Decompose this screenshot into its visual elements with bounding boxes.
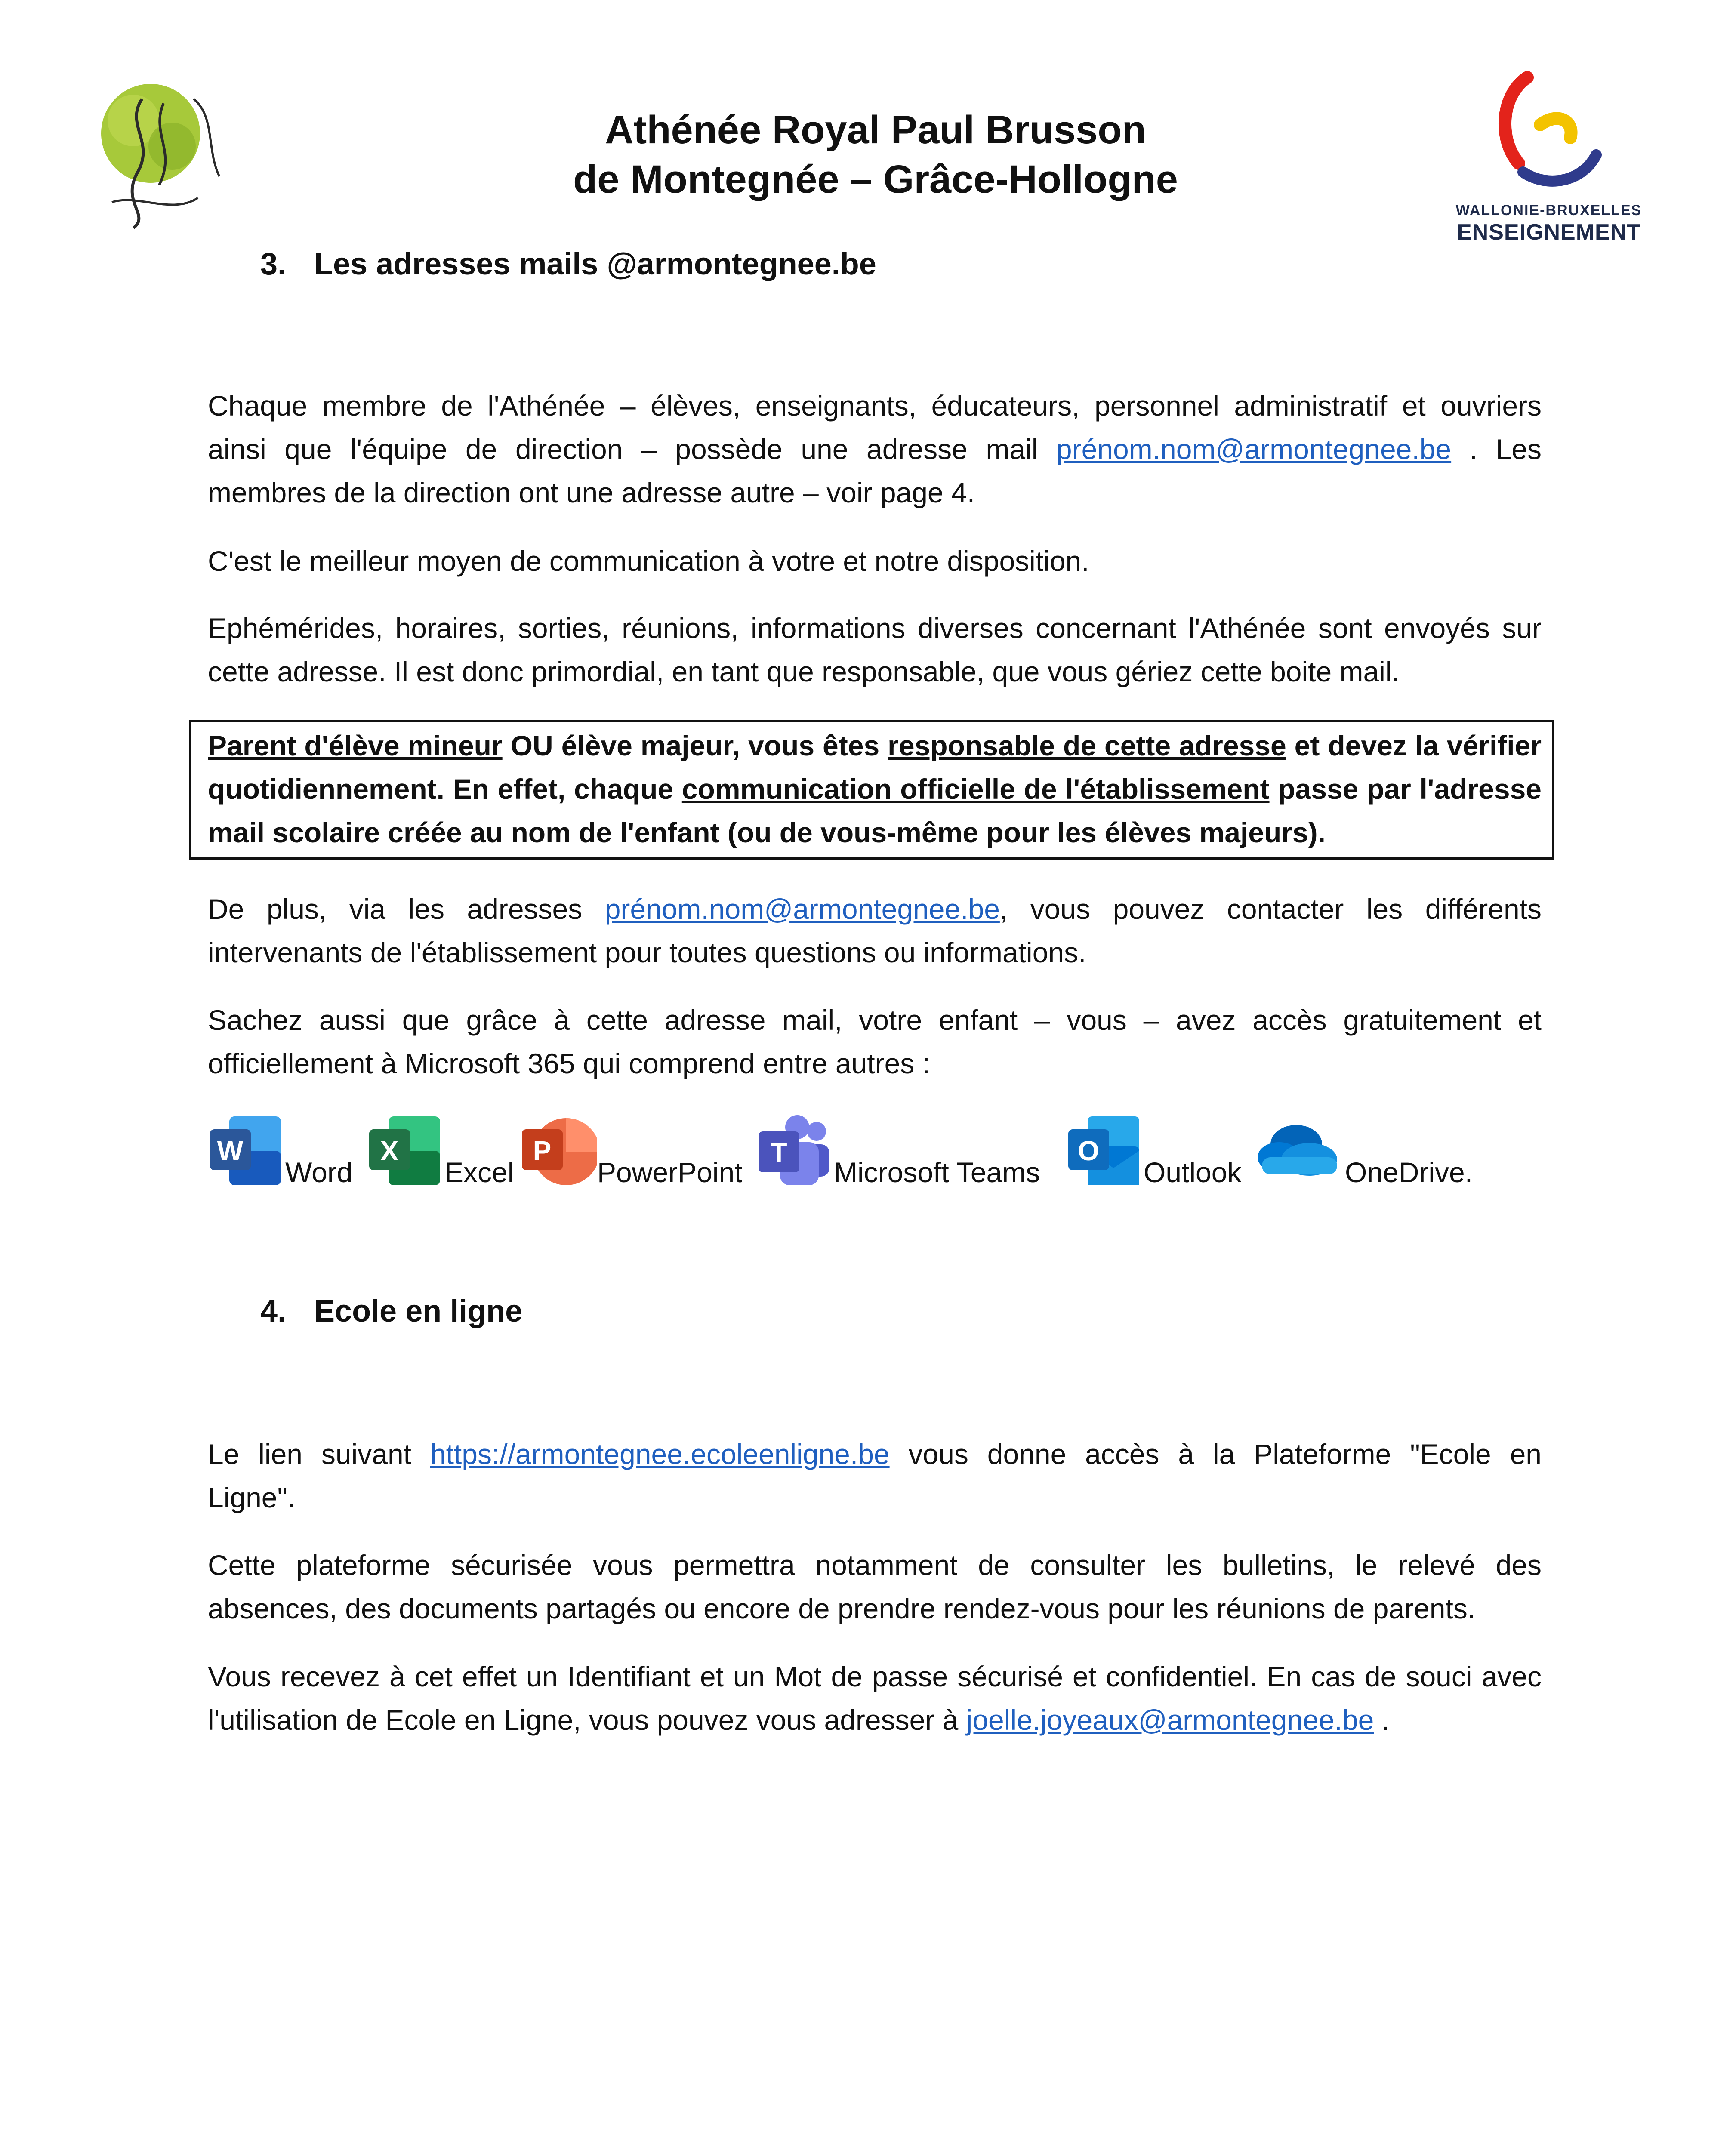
email-link[interactable]: prénom.nom@armontegnee.be — [604, 893, 1000, 925]
school-title-line2: de Montegnée – Grâce-Hollogne — [573, 157, 1178, 201]
paragraph-line: officiellement à Microsoft 365 qui comprend entre autres : — [208, 1048, 930, 1079]
text-run: , vous pouvez contacter les différents — [999, 893, 1542, 925]
paragraph-line: mail scolaire créée au nom de l'enfant (ou de vous-même pour les élèves majeurs). — [208, 817, 1326, 848]
paragraph-platform — [208, 1544, 1542, 1630]
svg-text:T: T — [770, 1137, 787, 1168]
section-3-number: 3. — [260, 247, 287, 281]
paragraph-line — [208, 428, 1542, 471]
section-4-number: 4. — [260, 1294, 287, 1328]
paragraph-credentials — [208, 1655, 1542, 1742]
text-run: quotidiennement. En effet, chaque — [208, 773, 682, 805]
section-3-title: Les adresses mails @armontegnee.be — [314, 247, 876, 281]
email-link[interactable]: joelle.joyeaux@armontegnee.be — [966, 1704, 1374, 1736]
platform-link[interactable]: https://armontegnee.ecoleenligne.be — [430, 1438, 890, 1470]
paragraph-line — [208, 767, 1542, 811]
word-icon — [208, 1112, 285, 1190]
paragraph-members — [208, 384, 1542, 515]
text-run: De plus, via les adresses — [208, 893, 605, 925]
paragraph-ecole-link — [208, 1433, 1542, 1519]
svg-text:X: X — [380, 1135, 399, 1166]
important-notice-text — [208, 724, 1542, 854]
app-label: Word — [285, 1156, 353, 1188]
section-4-heading — [260, 1294, 522, 1329]
app-label: Excel — [444, 1156, 514, 1188]
paragraph-line: Ligne". — [208, 1482, 296, 1513]
office-apps-row — [208, 1108, 1563, 1207]
teams-icon — [756, 1112, 834, 1190]
svg-text:P: P — [533, 1135, 552, 1166]
text-run: . Les — [1451, 433, 1542, 465]
paragraph-line — [208, 1698, 1542, 1742]
excel-icon — [367, 1112, 444, 1190]
powerpoint-icon — [520, 1112, 597, 1190]
paragraph-line — [208, 888, 1542, 931]
text-run: OU élève majeur, vous êtes — [502, 730, 888, 761]
text-run: et devez la vérifier — [1286, 730, 1542, 761]
paragraph-line: Sachez aussi que grâce à cette adresse mail, votre enfant – vous – avez accès gratuitement et — [208, 1004, 1542, 1036]
paragraph-line: C'est le meilleur moyen de communication à votre et notre disposition. — [208, 545, 1089, 577]
text-run: Parent d'élève mineur — [208, 730, 503, 761]
paragraph-line: intervenants de l'établissement pour toutes questions ou informations. — [208, 937, 1086, 968]
logo-subtitle-small: WALLONIE-BRUXELLES — [1455, 202, 1642, 219]
paragraph-line — [208, 724, 1542, 767]
svg-text:O: O — [1078, 1135, 1099, 1166]
logo-subtitle-big: ENSEIGNEMENT — [1456, 220, 1641, 245]
text-run: . — [1374, 1704, 1390, 1736]
paragraph-ephemerides — [208, 607, 1542, 693]
wallonie-bruxelles-logo — [1463, 69, 1643, 198]
text-run: vous donne accès à la Plateforme "Ecole en — [889, 1438, 1542, 1470]
paragraph-line: Chaque membre de l'Athénée – élèves, enseignants, éducateurs, personnel administratif et ouvriers — [208, 390, 1542, 422]
paragraph-microsoft365 — [208, 998, 1542, 1085]
app-label: Outlook — [1144, 1156, 1242, 1188]
svg-text:W: W — [217, 1135, 244, 1166]
paragraph-line: cette adresse. Il est donc primordial, en tant que responsable, que vous gériez cette boite mail. — [208, 656, 1400, 687]
text-run: ainsi que l'équipe de direction – possède une adresse mail — [208, 433, 1056, 465]
section-4-title: Ecole en ligne — [314, 1294, 523, 1328]
text-run: responsable de cette adresse — [888, 730, 1286, 761]
onedrive-icon — [1253, 1112, 1339, 1190]
paragraph-line: Ephémérides, horaires, sorties, réunions, informations diverses concernant l'Athénée sont envoyés sur — [208, 612, 1542, 644]
app-label: OneDrive. — [1345, 1156, 1473, 1188]
paragraph-line: Vous recevez à cet effet un Identifiant et un Mot de passe sécurisé et confidentiel. En cas de souci avec — [208, 1661, 1542, 1692]
paragraph-line: absences, des documents partagés ou encore de prendre rendez-vous pour les réunions de parents. — [208, 1593, 1476, 1624]
paragraph-line: Cette plateforme sécurisée vous permettra notamment de consulter les bulletins, le relevé des — [208, 1549, 1542, 1581]
app-label: PowerPoint — [597, 1156, 743, 1188]
app-label: Microsoft Teams — [834, 1156, 1040, 1188]
text-run: passe par l'adresse — [1269, 773, 1542, 805]
school-title-line1: Athénée Royal Paul Brusson — [605, 108, 1146, 152]
text-run: Le lien suivant — [208, 1438, 430, 1470]
email-link[interactable]: prénom.nom@armontegnee.be — [1056, 433, 1452, 465]
paragraph-line — [208, 1433, 1542, 1476]
paragraph-best-means — [208, 539, 1542, 583]
school-title — [473, 105, 1278, 204]
section-3-heading — [260, 247, 876, 282]
paragraph-contact — [208, 888, 1542, 974]
outlook-icon — [1066, 1112, 1144, 1190]
text-run: communication officielle de l'établissement — [681, 773, 1270, 805]
paragraph-line: membres de la direction ont une adresse autre – voir page 4. — [208, 477, 975, 508]
text-run: l'utilisation de Ecole en Ligne, vous pouvez vous adresser à — [208, 1704, 966, 1736]
school-logo-left — [86, 73, 232, 237]
